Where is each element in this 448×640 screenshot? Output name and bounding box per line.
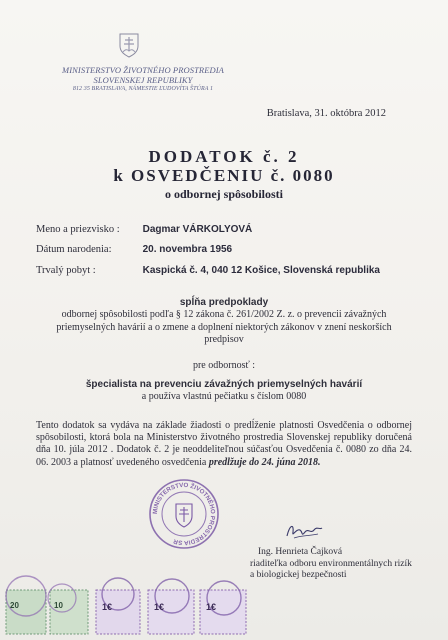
revenue-stamp-value-3: 1€ [102,602,113,612]
official-seal-stamp [148,478,220,550]
signer-title-1: riaditeľka odboru environmentálnych rizík [250,558,412,569]
document-subtitle-2: o odbornej spôsobilosti [164,187,284,201]
revenue-stamp-4 [148,579,194,634]
state-crest-icon [118,32,140,58]
document-title: DODATOK č. 2 [148,147,300,166]
name-value: Dagmar VÁRKOLYOVÁ [142,224,253,235]
ministry-name-line2: SLOVENSKEJ REPUBLIKY [93,74,193,85]
dob-value: 20. novembra 1956 [142,244,233,255]
name-row [36,224,252,235]
dob-label: Dátum narodenia: [36,244,112,255]
expertise-label: pre odbornosť : [192,360,256,371]
handwritten-signature [284,520,324,542]
address-row [36,265,380,276]
revenue-stamp-value-2: 10 [54,601,63,610]
ministry-address: 812 35 BRATISLAVA, NÁMESTIE ĽUDOVÍTA ŠTÚRA 1 [72,86,214,92]
requirements-heading: spĺňa predpoklady [179,297,269,308]
revenue-stamp-value-4: 1€ [154,602,165,612]
name-label: Meno a priezvisko : [36,224,120,235]
expertise-value: špecialista na prevenciu závažných priemyselných havárií [85,379,363,390]
seal-note: a používa vlastnú pečiatku s číslom 0080 [141,391,307,402]
body-text: Tento dodatok sa vydáva na základe žiadosti o predĺženie platnosti Osvedčenia o odbornej spôsobilosti, ktorá bola na Ministerstvo životného prostredia Slovenskej republiky doručená dňa 10. júla 2012 . Dodatok č. 2 je neoddeliteľnou súčasťou Osvedčenia č. 0080 zo dňa 24. 06. 2003 a platnosť uvedeného osvedčenia [36,420,412,468]
place-and-date: Bratislava, 31. októbra 2012 [266,108,386,119]
dob-row [36,244,232,255]
document-subtitle: k OSVEDČENIU č. 0080 [113,166,335,185]
seal-text: MINISTERSTVO ŽIVOTNÉHO PROSTREDIA SR [151,481,217,547]
revenue-stamp-3 [96,578,140,634]
revenue-stamp-1 [6,576,46,634]
signer-title-2: a biologickej bezpečnosti [250,570,347,580]
signer-name: Ing. Henrieta Čajková [258,547,343,557]
address-value: Kaspická č. 4, 040 12 Košice, Slovenská republika [142,265,380,276]
revenue-stamp-5 [200,581,246,634]
requirements-text: odbornej spôsobilosti podľa § 12 zákona č. 261/2002 Z. z. o prevencii závažných priemyselných havárií a o zmene a doplnení niektorých zákonov v znení neskorších predpisov [56,309,392,345]
validity-highlight: predlžuje do 24. júna 2018. [208,456,321,468]
revenue-stamp-value-5: 1€ [206,602,217,612]
ministry-name-line1: MINISTERSTVO ŽIVOTNÉHO PROSTREDIA [62,65,224,75]
body-paragraph [36,420,412,469]
ministry-header [38,66,248,93]
revenue-stamps [0,570,448,640]
address-label: Trvalý pobyt : [36,265,96,276]
revenue-stamp-2 [48,584,88,634]
revenue-stamp-value-1: 20 [10,601,19,610]
